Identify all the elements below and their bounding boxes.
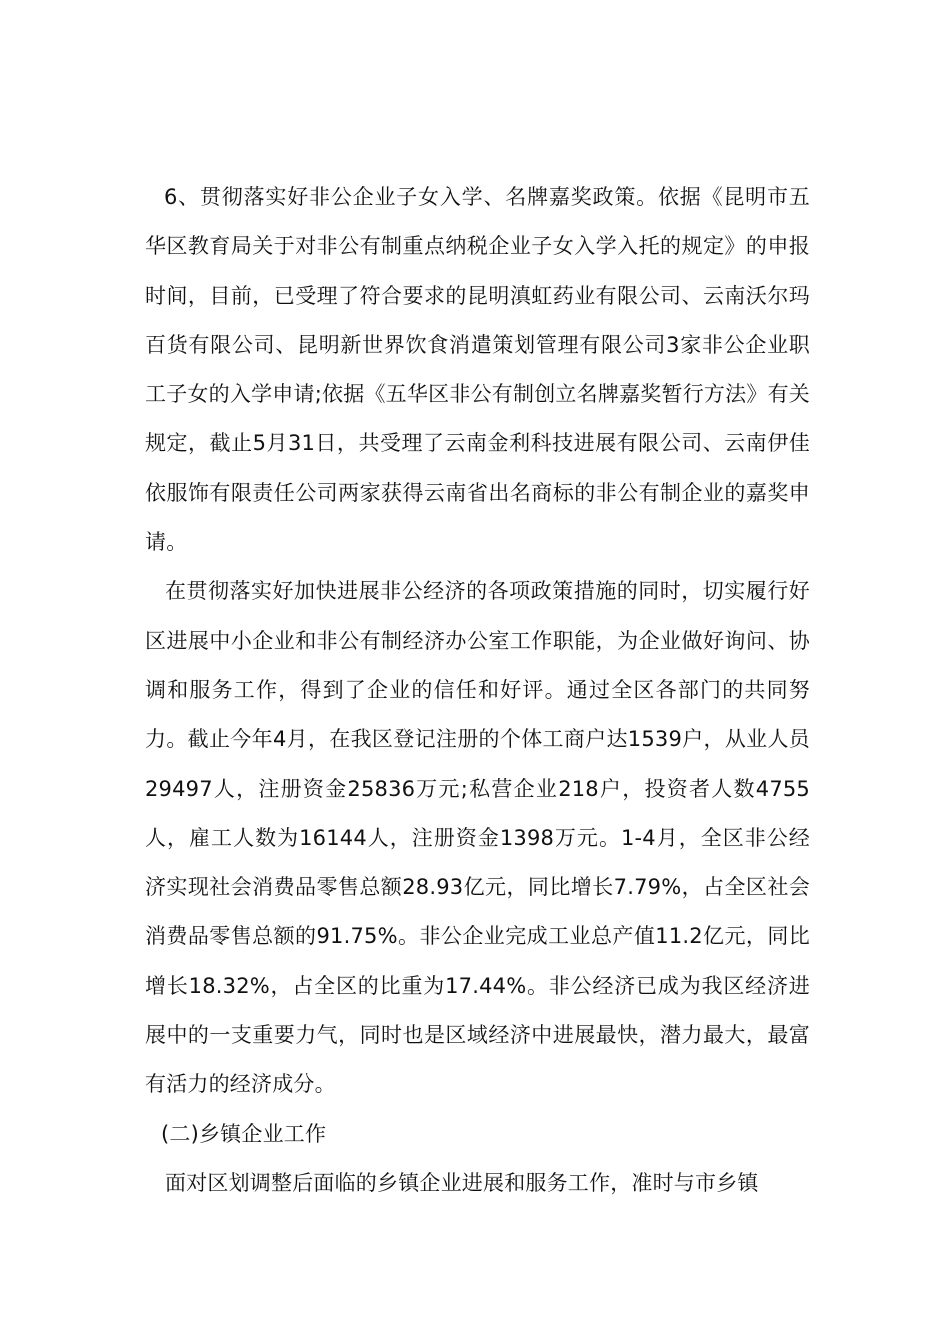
document-body [145, 173, 810, 1208]
paragraph-township-enterprise-work: 面对区划调整后面临的乡镇企业进展和服务工作，准时与市乡镇 [165, 1170, 759, 1195]
section-heading-township-enterprises: (二)乡镇企业工作 [161, 1121, 327, 1146]
paragraph-school-enrollment-awards: 6、贯彻落实好非公企业子女入学、名牌嘉奖政策。依据《昆明市五华区教育局关于对非公有制重点纳税企业子女入学入托的规定》的申报时间，目前，已受理了符合要求的昆明滇虹药业有限公司、云南沃尔玛百货有限公司、昆明新世界饮食消遣策划管理有限公司3家非公企业职工子女的入学申请;依据《五华区非公有制创立名牌嘉奖暂行方法》有关规定，截止5月31日，共受理了云南金利科技进展有限公司、云南伊佳依服饰有限责任公司两家获得云南省出名商标的非公有制企业的嘉奖申请。 [145, 185, 810, 555]
paragraph-non-public-economy-stats: 在贯彻落实好加快进展非公经济的各项政策措施的同时，切实履行好区进展中小企业和非公有制经济办公室工作职能，为企业做好询问、协调和服务工作，得到了企业的信任和好评。通过全区各部门的共同努力。截止今年4月，在我区登记注册的个体工商户达1539户，从业人员29497人，注册资金25836万元;私营企业218户，投资者人数4755人，雇工人数为16144人，注册资金1398万元。1-4月，全区非公经济实现社会消费品零售总额28.93亿元，同比增长7.79%，占全区社会消费品零售总额的91.75%。非公企业完成工业总产值11.2亿元，同比增长18.32%，占全区的比重为17.44%。非公经济已成为我区经济进展中的一支重要力气，同时也是区域经济中进展最快，潜力最大，最富有活力的经济成分。 [145, 579, 811, 1097]
